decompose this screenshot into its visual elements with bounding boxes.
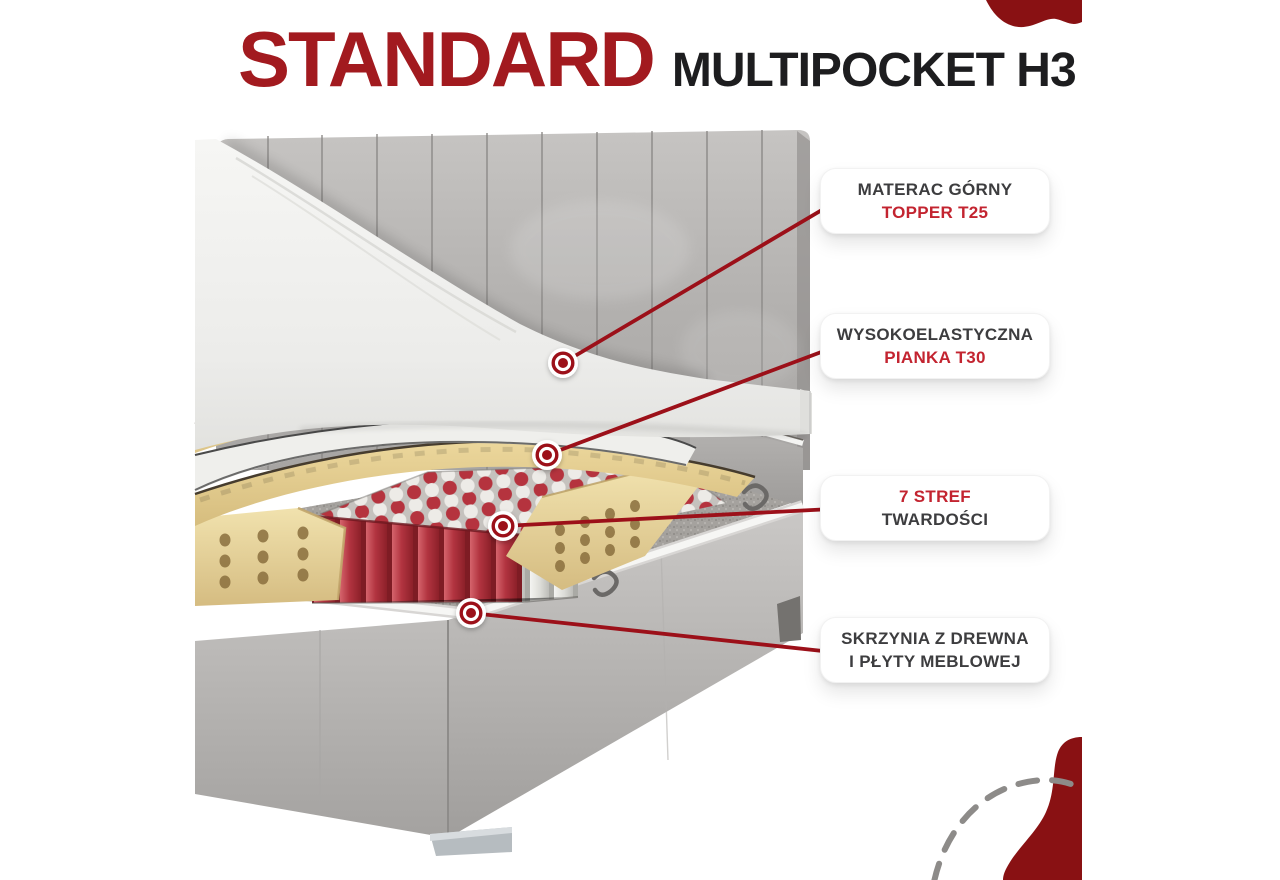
callout-line: TOPPER T25 [881,203,989,222]
marker-base-icon [456,598,486,628]
callout-zones [820,475,1050,541]
decor-blob-bottom-icon [1003,737,1082,880]
marker-topper-icon [548,348,578,378]
page-title [238,15,1076,103]
callout-line: PIANKA T30 [884,348,986,367]
callout-line: I PŁYTY MEBLOWEJ [849,652,1021,671]
brand-title: STANDARD [238,15,654,103]
callout-line: 7 STREF [898,487,971,506]
callout-line: SKRZYNIA Z DREWNA [841,629,1029,648]
callout-line: WYSOKOELASTYCZNA [836,325,1034,344]
callout-line: TWARDOŚCI [881,510,989,529]
marker-zones-icon [488,511,518,541]
base-left-face [195,620,448,838]
callout-foam [820,313,1050,379]
callout-base [820,617,1050,683]
marker-foam-icon [532,440,562,470]
callout-topper [820,168,1050,234]
model-title: MULTIPOCKET H3 [671,44,1076,97]
perforated-foam-left [195,508,345,606]
base-notch [777,596,801,642]
callout-line: MATERAC GÓRNY [857,180,1013,199]
